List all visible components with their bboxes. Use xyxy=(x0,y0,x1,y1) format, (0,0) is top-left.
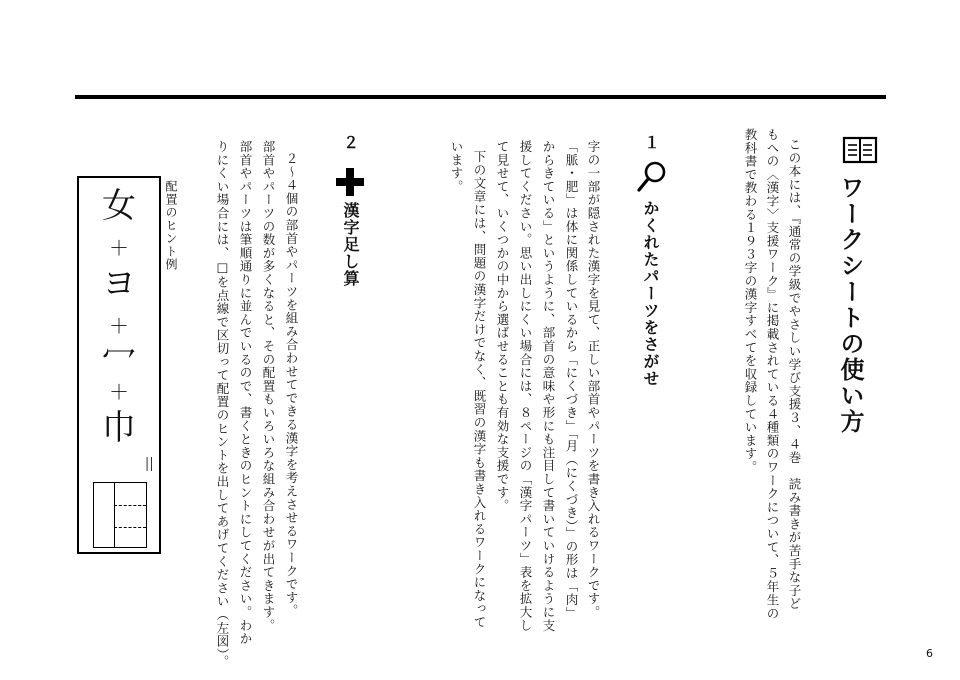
hint-equals: ＝ xyxy=(137,454,161,474)
section1-number: １ xyxy=(643,133,660,152)
grid-divider-dotted-1 xyxy=(114,505,146,506)
intro-line-1: この本には、『通常の学級でやさしい学び支援３、４巻 読み書きが苦手な子ど xyxy=(787,138,802,611)
section1-line-1: 字の一部が隠された漢字を見て、正しい部首やパーツを書き入れるワークです。 xyxy=(586,140,601,619)
section1-line-5: て見せて、いくつかの中から選ばせることも有効な支援です。 xyxy=(495,140,510,513)
plus-icon xyxy=(336,168,364,196)
section1-heading: かくれたパーツをさがせ xyxy=(641,200,660,387)
section1-line-3: からきている」というように、部首の意味や形にも注目して書いていけるように支 xyxy=(541,140,556,633)
section2-line-2: 部首やパーツの数が多くなると、その配置もいろいろな組み合わせが出てきます。 xyxy=(261,140,276,633)
hint-plus-3: ＋ xyxy=(109,380,129,404)
top-rule xyxy=(75,95,886,99)
hint-part-4: 巾 xyxy=(102,408,136,448)
grid-divider-dotted-2 xyxy=(114,527,146,528)
section2-line-3: 部首やパーツは筆順通りに並んでいるので、書くときのヒントにしてください。わか xyxy=(238,140,253,646)
grid-divider-vertical xyxy=(114,483,115,547)
hint-plus-1: ＋ xyxy=(109,236,129,260)
intro-line-2: もへの〈漢字〉支援ワーク』に掲載されている４種類のワークについて、５年生の xyxy=(765,128,780,621)
section1-line-6: 下の文章には、問題の漢字だけでなく、既習の漢字も書き入れるワークになって xyxy=(472,150,487,629)
hint-plus-2: ＋ xyxy=(109,314,129,338)
section1-line-4: 援してください。思い出しにくい場合には、８ページの「漢字パーツ」表を拡大し xyxy=(518,140,533,633)
placement-grid xyxy=(93,482,147,548)
hint-caption: 配置のヒント例 xyxy=(164,180,178,271)
section2-line-1: ２〜４個の部首やパーツを組み合わせてできる漢字を考えさせるワークです。 xyxy=(284,152,299,618)
section1-line-2: 「脈・肥」は体に関係しているから「にくづき」「月（にくづき）」の形は「肉」 xyxy=(564,140,579,620)
section2-number: ２ xyxy=(342,133,359,152)
section2-line-4: りにくい場合には、□を点線で区切って配置のヒントを出してあげてください（左図）。 xyxy=(215,140,230,669)
hint-part-3: 冖 xyxy=(102,338,136,378)
page-title: ワークシートの使い方 xyxy=(836,175,864,435)
magnifier-icon xyxy=(636,160,668,194)
section2-heading: 漢字足し算 xyxy=(341,202,360,287)
hint-example-box xyxy=(77,176,161,554)
hint-part-1: 女 xyxy=(102,186,136,226)
page-number: 6 xyxy=(926,647,933,660)
section1-line-7: います。 xyxy=(449,140,464,194)
hint-part-2: ヨ xyxy=(102,264,136,304)
book-icon xyxy=(842,135,878,165)
intro-line-3: 教科書で教わる１９３字の漢字すべてを収録しています。 xyxy=(743,128,758,474)
